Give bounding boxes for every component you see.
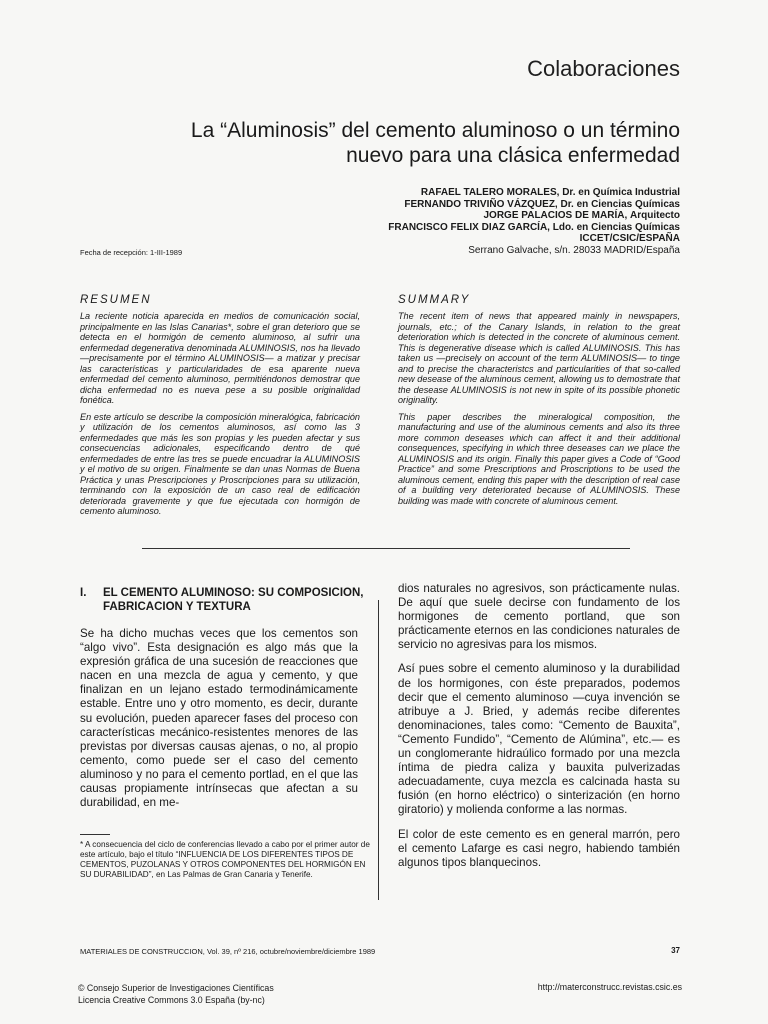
- title-line-2: nuevo para una clásica enfermedad: [346, 144, 680, 167]
- abstract-divider: [142, 548, 630, 549]
- section-heading-text: EL CEMENTO ALUMINOSO: SU COMPOSICION, FABRICACION Y TEXTURA: [103, 587, 364, 613]
- author-name: FERNANDO TRIVIÑO VÁZQUEZ,: [404, 198, 558, 210]
- journal-citation: MATERIALES DE CONSTRUCCION, Vol. 39, nº 216, octubre/noviembre/diciembre 1989: [80, 947, 376, 956]
- left-column: [80, 627, 358, 820]
- author-list: [160, 187, 680, 256]
- page-number: 37: [671, 946, 680, 955]
- journal-url[interactable]: http://materconstrucc.revistas.csic.es: [537, 982, 682, 992]
- footnote-rule: [80, 834, 110, 835]
- section-1-heading: [80, 586, 370, 614]
- resumen-paragraph-2: En este artículo se describe la composición mineralógica, fabricación y utilización de los cementos aluminosos, así como las 3 enfermedades que más les son propias y les pueden afectar y sus consecuencias adicionales, especificando dentro de qué enfermedades de entre las tres se puede encuadrar la ALUMINOSIS y el motivo de su origen. Finalmente se dan unas Normas de Buena Práctica y unas Prescripciones y Proscripciones para su utilización, terminando con la exposición de un caso real de edificación deteriorada gravemente y que fue ejecutada con hormigón de cemento aluminoso.: [80, 411, 360, 516]
- copyright-notice: [78, 982, 274, 1006]
- article-title: [40, 118, 680, 168]
- summary-heading: SUMMARY: [398, 294, 471, 306]
- section-label: Colaboraciones: [527, 56, 680, 81]
- right-column: [398, 582, 680, 880]
- author-detail: Arquitecto: [630, 210, 680, 221]
- resumen-heading: RESUMEN: [80, 294, 152, 306]
- body-paragraph-2: dios naturales no agresivos, son prácticamente nulas. De aquí que suele decirse con fundamento de los hormigones de cemento portland, que son prácticamente eternos en las condiciones naturales de servicio no agresivas para los mismos.: [398, 582, 680, 652]
- summary-paragraph-1: The recent item of news that appeared mainly in newspapers, journals, etc.; of the Canary Islands, in relation to the great deterioration which is detected in the concrete of aluminous cement. This is degenerative disease which is called ALUMINOSIS. This has taken us —precisely on account of the term ALUMINOSIS— to tinge and to precise the characteristcs and particularities of that so-called new desease of the aluminous cement, allowing us to demostrate that the desease ALUMINOSIS is not new in spite of its possible phonetic originality.: [398, 311, 680, 405]
- resumen-paragraph-1: La reciente noticia aparecida en medios de comunicación social, principalmente en las Islas Canarias*, sobre el gran deterioro que se detecta en el hormigón de cemento aluminoso, al sufrir una enfermedad degenerativa denominada ALUMINOSIS, nos ha llevado —precisamente por el término ALUMINOSIS— a matizar y precisar las características y particularidades de esa aparente nueva enfermedad del cemento aluminoso, permitiéndonos demostrar que dicha enfermedad no es nueva pese a su posible originalidad fonética.: [80, 311, 360, 405]
- body-paragraph-4: El color de este cemento es en general marrón, pero el cemento Lafarge es casi negro, habiendo también algunos tipos blanquecinos.: [398, 827, 680, 869]
- received-date: Fecha de recepción: 1-III-1989: [80, 248, 183, 257]
- body-paragraph-1: Se ha dicho muchas veces que los cementos son “algo vivo”. Esta designación es algo más que la expresión gráfica de una sucesión de reacciones que nacen en una mezcla de agua y cemento, y que finalizan en un lejano estado termodinámicamente estable. Entre uno y otro momento, es decir, durante su evolución, pueden aparecer fases del proceso con características mecánico-resistentes menores de las previstas por diversas causas ajenas, o no, al propio cemento, como puede ser el caso del cemento aluminoso y no para el cemento portlad, en el que las causas propiamente intrínsecas que afectan a su durabilidad, en me-: [80, 627, 358, 810]
- resumen-text: [80, 311, 360, 523]
- author-3: [160, 210, 680, 222]
- author-4: [160, 222, 680, 234]
- copyright-line-2: Licencia Creative Commons 3.0 España (by-nc): [78, 995, 265, 1005]
- author-2: [160, 199, 680, 211]
- author-detail: Dr. en Química Industrial: [562, 187, 680, 198]
- section-number: I.: [80, 587, 87, 599]
- author-name: JORGE PALACIOS DE MARÍA,: [483, 210, 628, 221]
- summary-text: [398, 311, 680, 512]
- title-line-1: La “Aluminosis” del cemento aluminoso o un término: [190, 119, 680, 142]
- copyright-line-1: © Consejo Superior de Investigaciones Científicas: [78, 983, 274, 993]
- author-detail: Ldo. en Ciencias Químicas: [552, 221, 680, 233]
- institution: ICCET/CSIC/ESPAÑA: [579, 233, 680, 244]
- body-paragraph-3: Así pues sobre el cemento aluminoso y la durabilidad de los hormigones, con éste preparados, podemos decir que el cemento aluminoso —cuya invención se atribuye a J. Bried, y además recibe diferentes denominaciones, tales como: “Cemento de Bauxita”, “Cemento Fundido”, “Cemento de Alúmina”, etc.— es un conglomerante hidraúlico formado por una mezcla íntima de piedra caliza y bauxita pulverizadas adecuadamente, cuya mezcla es calcinada hasta su fusión (en horno eléctrico) o sinterización (en horno giratorio) y molienda conforme a las normas.: [398, 662, 680, 817]
- footnote: * A consecuencia del ciclo de conferencias llevado a cabo por el primer autor de este artículo, bajo el título “INFLUENCIA DE LOS DIFERENTES TIPOS DE CEMENTOS, PUZOLANAS Y OTROS COMPONENTES DEL HORMIGÓN EN SU DURABILIDAD”, en Las Palmas de Gran Canaria y Tenerife.: [80, 840, 370, 879]
- column-divider: [378, 600, 379, 900]
- author-name: FRANCISCO FELIX DIAZ GARCÍA,: [388, 221, 550, 233]
- author-name: RAFAEL TALERO MORALES,: [420, 187, 560, 198]
- author-detail: Dr. en Ciencias Químicas: [560, 198, 680, 210]
- author-1: [160, 187, 680, 199]
- address: Serrano Galvache, s/n. 28033 MADRID/España: [468, 244, 680, 256]
- summary-paragraph-2: This paper describes the mineralogical composition, the manufacturing and use of the aluminous cements and also its three more common deseases which can affect it and their additional consequences, specifying in which three deseases can we place the ALUMINOSIS and its origin. Finally this paper gives a Code of “Good Practice” and some Prescriptions and Proscriptions to be used the aluminous cement, ending this paper with the description of real case of a building very deteriorated because of ALUMINOSIS. These building was made with concrete of aluminous cement.: [398, 411, 680, 506]
